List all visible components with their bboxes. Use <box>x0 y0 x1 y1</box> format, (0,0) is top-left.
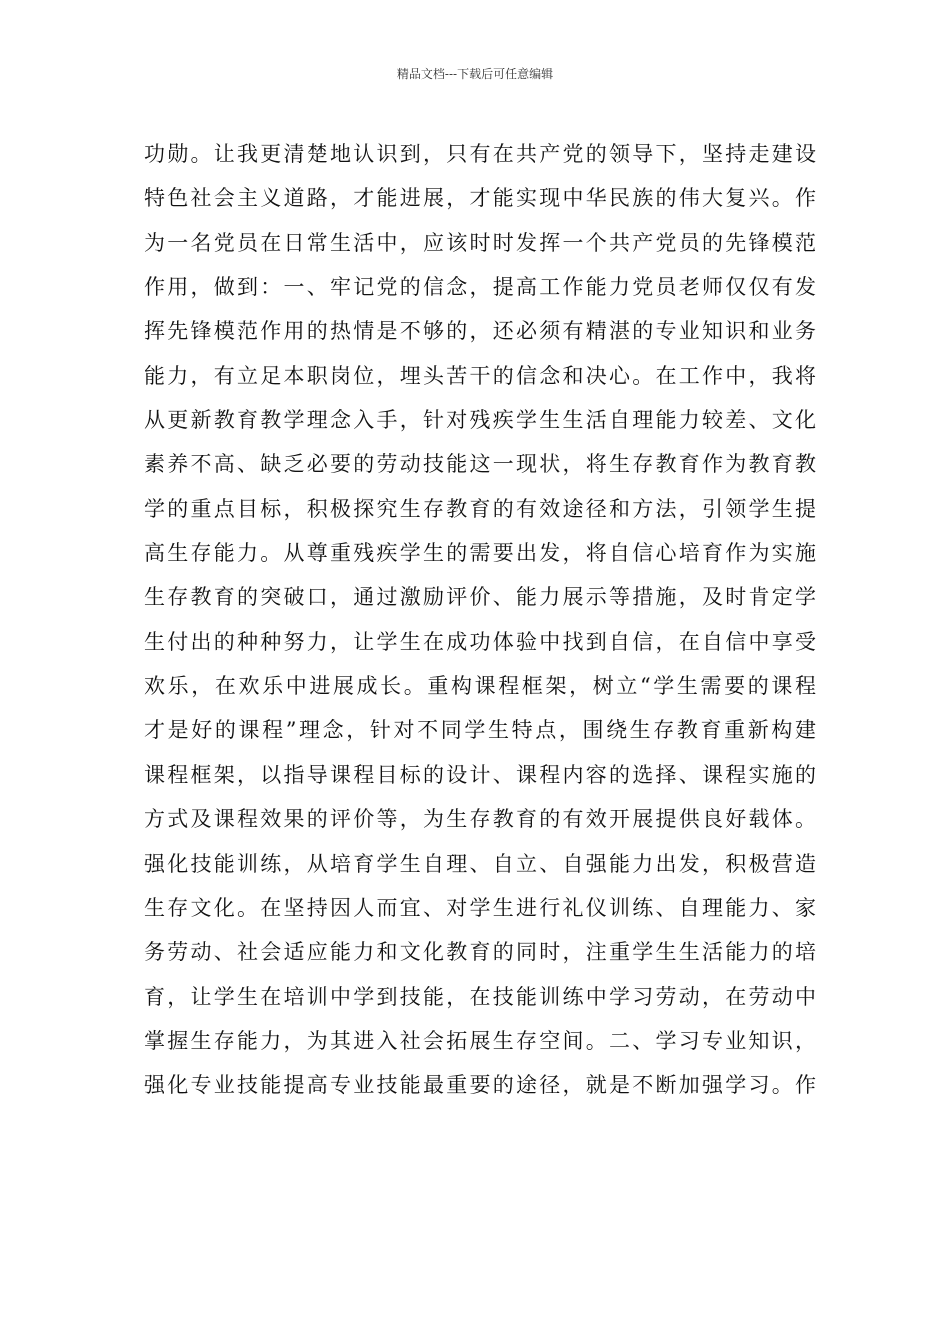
text-line: 育，让学生在培训中学到技能，在技能训练中学习劳动，在劳动中 <box>144 984 816 1009</box>
text-line: 掌握生存能力，为其进入社会拓展生存空间。二、学习专业知识， <box>144 1028 816 1053</box>
text-line: 欢乐，在欢乐中进展成长。重构课程框架，树立“学生需要的课程 <box>144 674 816 699</box>
text-line: 从更新教育教学理念入手，针对残疾学生生活自理能力较差、文化 <box>144 408 816 433</box>
text-line: 务劳动、社会适应能力和文化教育的同时，注重学生生活能力的培 <box>144 940 816 965</box>
text-line: 生存文化。在坚持因人而宜、对学生进行礼仪训练、自理能力、家 <box>144 895 816 920</box>
text-line: 方式及课程效果的评价等，为生存教育的有效开展提供良好载体。 <box>144 807 816 832</box>
text-line: 特色社会主义道路，才能进展，才能实现中华民族的伟大复兴。作 <box>144 186 816 211</box>
text-line: 学的重点目标，积极探究生存教育的有效途径和方法，引领学生提 <box>144 496 816 521</box>
text-line: 功勋。让我更清楚地认识到，只有在共产党的领导下，坚持走建设 <box>144 142 816 166</box>
text-line: 挥先锋模范作用的热情是不够的，还必须有精湛的专业知识和业务 <box>144 319 816 344</box>
text-line: 高生存能力。从尊重残疾学生的需要出发，将自信心培育作为实施 <box>144 541 816 566</box>
text-line: 生付出的种种努力，让学生在成功体验中找到自信，在自信中享受 <box>144 629 816 654</box>
text-line: 强化专业技能提高专业技能最重要的途径，就是不断加强学习。作 <box>144 1073 816 1098</box>
text-line: 能力，有立足本职岗位，埋头苦干的信念和决心。在工作中，我将 <box>144 363 816 388</box>
text-line: 生存教育的突破口，通过激励评价、能力展示等措施，及时肯定学 <box>144 585 816 610</box>
text-line: 素养不高、缺乏必要的劳动技能这一现状，将生存教育作为教育教 <box>144 452 816 477</box>
text-line: 作用，做到：一、牢记党的信念，提高工作能力党员老师仅仅有发 <box>144 275 816 300</box>
document-body <box>144 132 816 1108</box>
page-header: 精品文档---下载后可任意编辑 <box>396 67 554 81</box>
text-line: 为一名党员在日常生活中，应该时时发挥一个共产党员的先锋模范 <box>144 230 816 255</box>
text-line: 强化技能训练，从培育学生自理、自立、自强能力出发，积极营造 <box>144 851 816 876</box>
text-line: 课程框架，以指导课程目标的设计、课程内容的选择、课程实施的 <box>144 762 816 787</box>
text-line: 才是好的课程”理念，针对不同学生特点，围绕生存教育重新构建 <box>144 718 816 743</box>
